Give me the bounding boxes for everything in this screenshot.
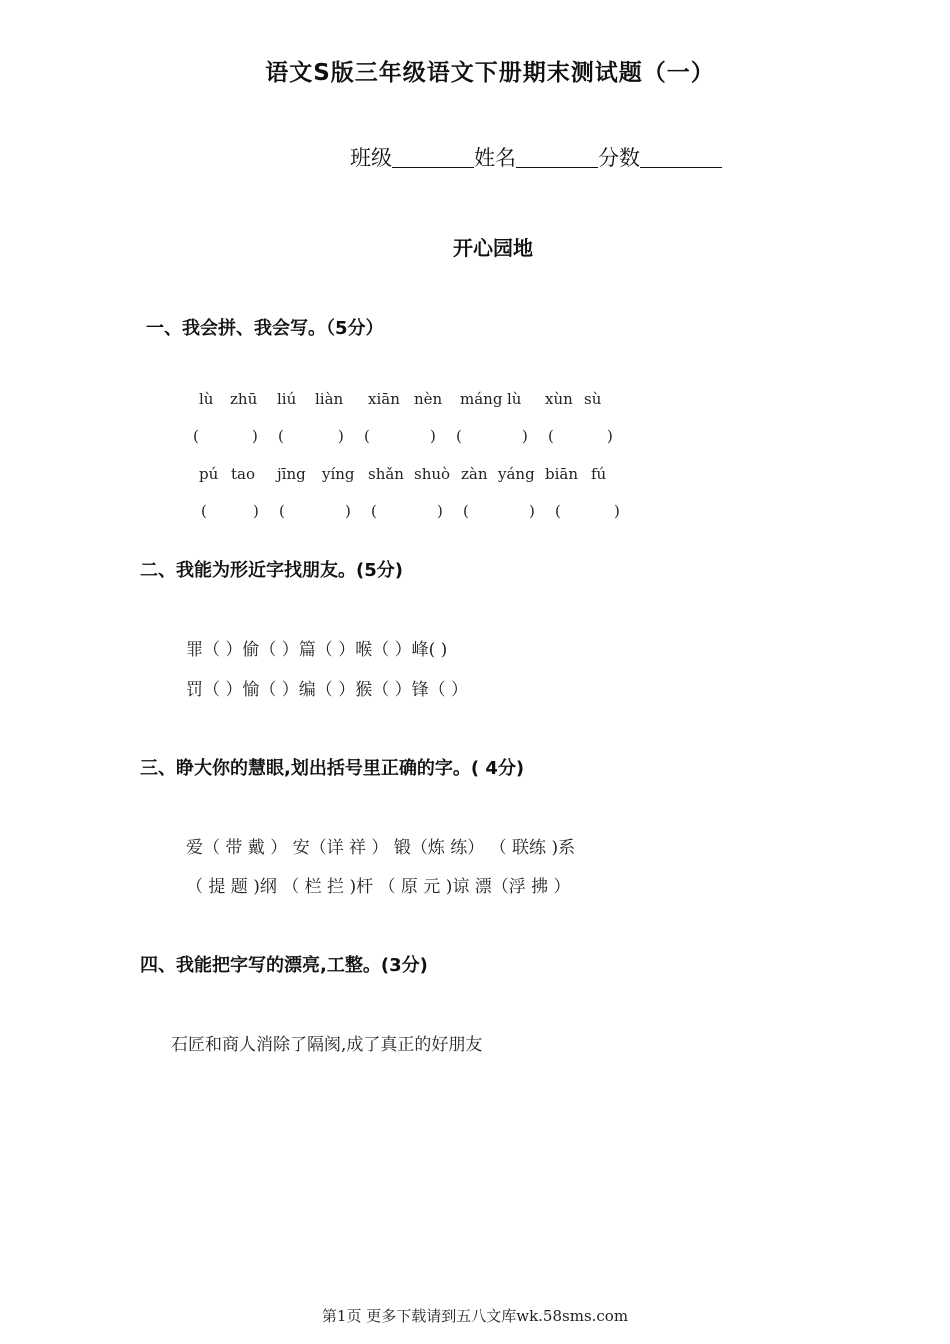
pinyin-syllable: yíng [322,465,355,483]
section-group-title: 开心园地 [453,236,533,260]
answer-paren: ) [252,427,258,445]
answer-paren: ( [193,427,199,445]
answer-paren: ) [614,502,620,520]
pinyin-syllable: shuò [414,465,451,483]
choose-char-row-1: 爱（ 带 戴 ） 安（详 祥 ） 锻（炼 练） （ 联练 )系 [186,838,576,858]
pinyin-syllable: jīng [277,465,306,483]
pinyin-syllable: yáng [498,465,535,483]
pinyin-syllable: tao [231,465,256,483]
answer-paren: ( [463,502,469,520]
pinyin-syllable: liàn [315,390,344,408]
pinyin-syllable: xiān [368,390,400,408]
pinyin-syllable: zhū [230,390,258,408]
answer-paren: ) [338,427,344,445]
answer-paren: ) [437,502,443,520]
answer-paren: ( [279,502,285,520]
pinyin-syllable: biān [545,465,579,483]
answer-paren: ( [371,502,377,520]
answer-paren: ( [555,502,561,520]
section-3-heading: 三、睁大你的慧眼,划出括号里正确的字。( 4分) [140,758,525,779]
class-label: 班级 [350,146,392,170]
answer-paren: ) [607,427,613,445]
similar-chars-row-2: 罚（ ）愉（ ）编（ ）猴（ ）锋（ ） [186,680,469,700]
pinyin-syllable: liú [277,390,297,408]
answer-paren: ( [364,427,370,445]
answer-paren: ) [430,427,436,445]
score-label: 分数 [598,146,640,170]
answer-paren: ( [201,502,207,520]
answer-paren: ( [548,427,554,445]
pinyin-syllable: máng [460,390,503,408]
answer-paren: ) [345,502,351,520]
page-footer: 第1页 更多下载请到五八文库wk.58sms.com [321,1307,629,1325]
pinyin-syllable: pú [199,465,219,483]
class-blank [392,147,474,168]
section-4-heading: 四、我能把字写的漂亮,工整。(3分) [140,955,428,976]
pinyin-syllable: xùn [545,390,573,408]
answer-paren: ( [456,427,462,445]
name-label: 姓名 [474,146,516,170]
answer-paren: ) [522,427,528,445]
similar-chars-row-1: 罪（ ）偷（ ）篇（ ）喉（ ）峰( ) [186,640,448,660]
section-1-heading: 一、我会拼、我会写。（5分） [146,318,384,339]
pinyin-syllable: lù [199,390,214,408]
answer-paren: ) [529,502,535,520]
pinyin-syllable: fú [591,465,607,483]
choose-char-row-2: （ 提 题 )纲 （ 栏 拦 )杆 （ 原 元 )谅 漂（浮 拂 ） [186,877,571,897]
student-info-line [350,142,722,172]
pinyin-syllable: shǎn [368,465,404,483]
pinyin-syllable: zàn [461,465,488,483]
score-blank [640,147,722,168]
section-2-heading: 二、我能为形近字找朋友。(5分) [140,560,403,581]
answer-paren: ) [253,502,259,520]
pinyin-syllable: sù [584,390,602,408]
copy-sentence: 石匠和商人消除了隔阂,成了真正的好朋友 [171,1035,483,1055]
answer-paren: ( [278,427,284,445]
name-blank [516,147,598,168]
pinyin-syllable: lù [507,390,522,408]
pinyin-syllable: nèn [414,390,443,408]
page-title: 语文S版三年级语文下册期末测试题（一） [265,60,715,86]
